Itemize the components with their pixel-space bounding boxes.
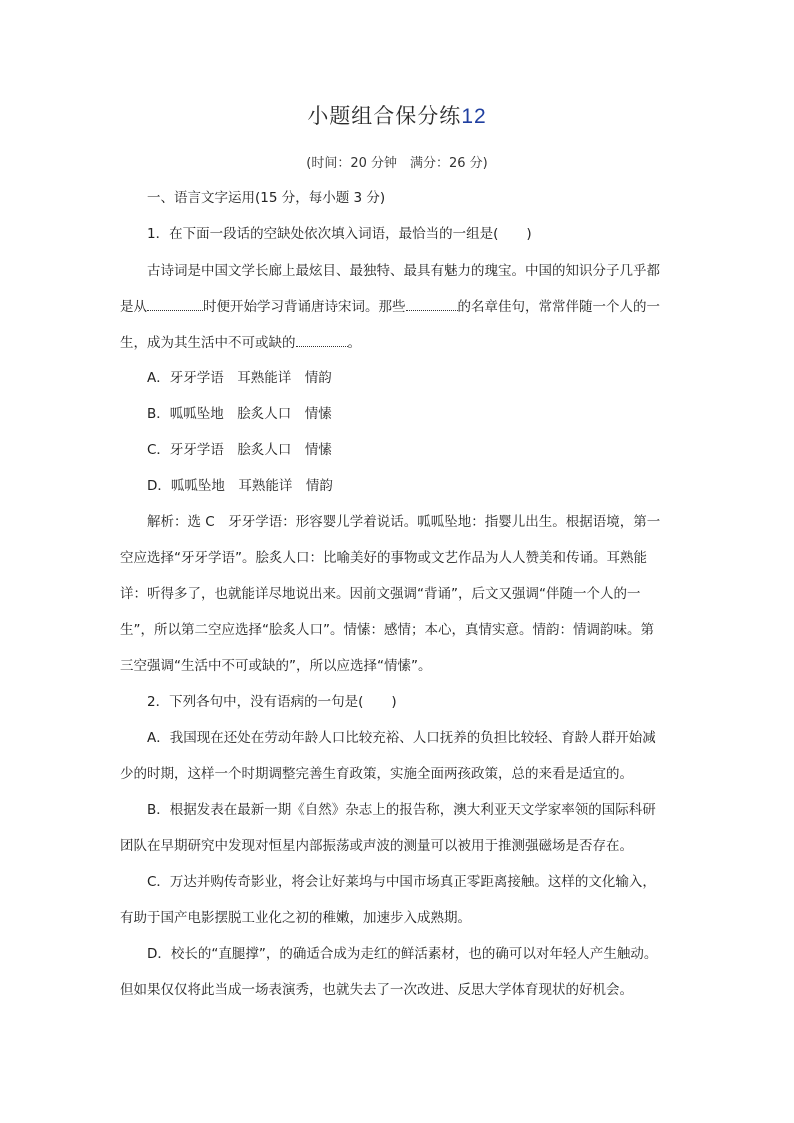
fill-blank-2 (406, 296, 458, 311)
q2-option-d-line-2: 但如果仅仅将此当成一场表演秀，也就失去了一次改进、反思大学体育现状的好机会。 (120, 982, 633, 998)
page-title (0, 100, 794, 130)
passage-text: 生，成为其生活中不可或缺的 (120, 335, 296, 351)
question-1-stem (147, 224, 676, 244)
q2-option-a-line-1: A．我国现在还处在劳动年龄人口比较充裕、人口抚养的负担比较轻、育龄人群开始减 (147, 730, 656, 746)
passage-line-1: 古诗词是中国文学长廊上最炫目、最独特、最具有魅力的瑰宝。中国的知识分子几乎都 (147, 263, 660, 279)
fill-blank-3 (296, 332, 348, 347)
question-1-text: 1．在下面一段话的空缺处依次填入词语，最恰当的一组是( (147, 226, 499, 242)
passage-text: 时便开始学习背诵唐诗宋词。那些 (203, 299, 406, 315)
q2-option-c-line-1: C．万达并购传奇影业，将会让好莱坞与中国市场真正零距离接触。这样的文化输入， (147, 874, 656, 890)
title-number: 12 (461, 105, 487, 128)
q2-option-b-line-2: 团队在早期研究中发现对恒星内部振荡或声波的测量可以被用于推测强磁场是否存在。 (120, 838, 633, 854)
fill-blank-1 (147, 296, 203, 311)
q2-option-a-line-2: 少的时期，这样一个时期调整完善生育政策，实施全面两孩政策，总的来看是适宜的。 (120, 766, 633, 782)
analysis-line: 空应选择“牙牙学语”。脍炙人口：比喻美好的事物或文艺作品为人人赞美和传诵。耳熟能 (120, 550, 647, 566)
question-2-close-paren: ) (391, 694, 397, 710)
passage-line-3 (120, 332, 676, 353)
q2-option-c-line-2: 有助于国产电影摆脱工业化之初的稚嫩，加速步入成熟期。 (120, 910, 471, 926)
option-b: B．呱呱坠地 脍炙人口 情愫 (147, 406, 332, 422)
analysis-line: 三空强调“生活中不可或缺的”，所以应选择“情愫”。 (120, 658, 432, 674)
analysis-line: 详：听得多了，也就能详尽地说出来。因前文强调“背诵”，后文又强调“伴随一个人的一 (120, 586, 641, 602)
q2-option-d-line-1: D．校长的“直腿撑”，的确适合成为走红的鲜活素材，也的确可以对年轻人产生触动。 (147, 946, 658, 962)
analysis-line: 生”，所以第二空应选择“脍炙人口”。情愫：感情；本心，真情实意。情韵：情调韵味。第 (120, 622, 654, 638)
passage-text: 。 (347, 335, 361, 351)
question-2-text: 2．下列各句中，没有语病的一句是( (147, 694, 364, 710)
passage-text: 是从 (120, 299, 147, 315)
passage-text: 的名章佳句，常常伴随一个人的一 (457, 299, 660, 315)
analysis-line: 解析：选 C 牙牙学语：形容婴儿学着说话。呱呱坠地：指婴儿出生。根据语境，第一 (147, 514, 661, 530)
option-a: A．牙牙学语 耳熟能详 情韵 (147, 370, 332, 386)
title-text: 小题组合保分练 (307, 104, 462, 128)
question-2-stem (147, 692, 676, 712)
option-d: D．呱呱坠地 耳熟能详 情韵 (147, 478, 333, 494)
passage-line-2 (120, 296, 676, 317)
time-and-score: (时间：20 分钟 满分：26 分) (306, 156, 488, 171)
q2-option-b-line-1: B．根据发表在最新一期《自然》杂志上的报告称，澳大利亚天文学家率领的国际科研 (147, 802, 656, 818)
section-heading: 一、语言文字运用(15 分，每小题 3 分) (147, 190, 386, 206)
option-c: C．牙牙学语 脍炙人口 情愫 (147, 442, 332, 458)
question-1-close-paren: ) (526, 226, 532, 242)
